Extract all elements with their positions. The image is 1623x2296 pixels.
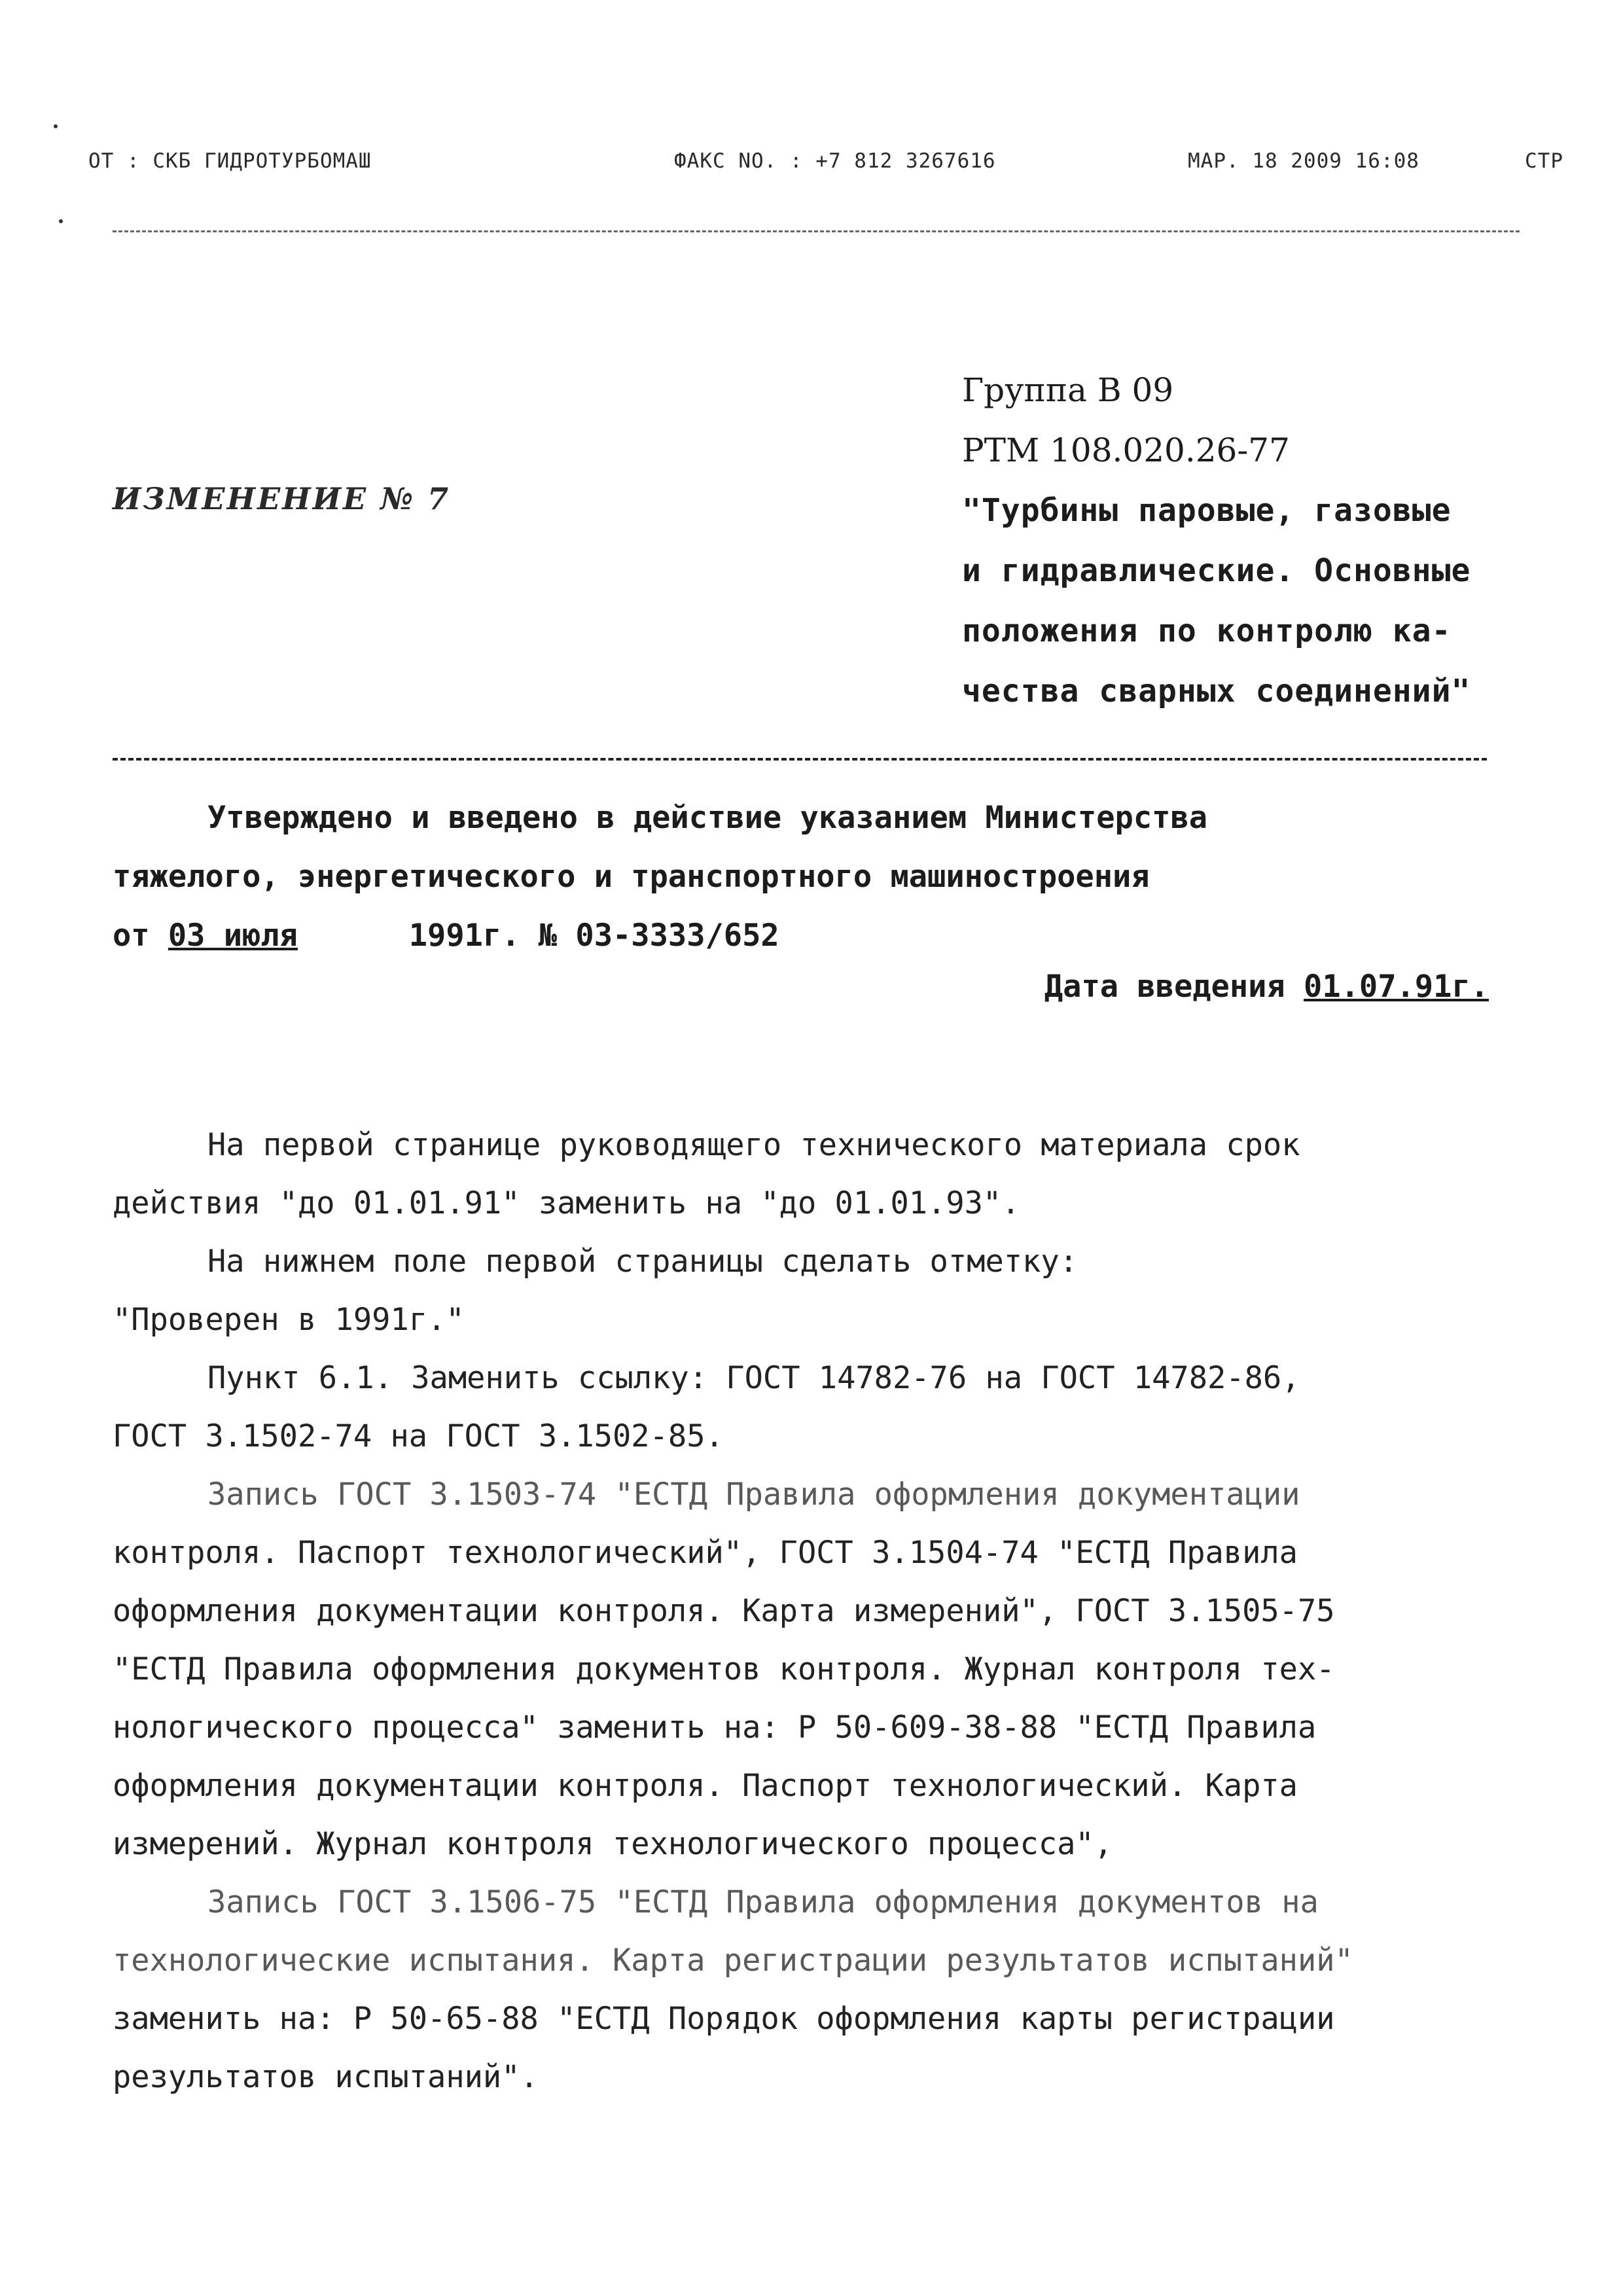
body-line: Запись ГОСТ 3.1506-75 "ЕСТД Правила оформления документов на — [207, 1884, 1319, 1920]
approval-line: тяжелого, энергетического и транспортного машиностроения — [113, 859, 1150, 895]
fax-from: ОТ : СКБ ГИДРОТУРБОМАШ — [88, 149, 372, 173]
body-line: нологического процесса" заменить на: Р 50-609-38-88 "ЕСТД Правила — [113, 1710, 1317, 1746]
body-line: результатов испытаний". — [113, 2059, 539, 2095]
document-title-line: положения по контролю ка- — [962, 613, 1452, 649]
rtm-number: РТМ 108.020.26-77 — [962, 431, 1290, 469]
body-line: заменить на: Р 50-65-88 "ЕСТД Порядок оформления карты регистрации — [113, 2001, 1335, 2037]
body-line: измерений. Журнал контроля технологического процесса", — [113, 1826, 1113, 1862]
approval-line: Утверждено и введено в действие указанием Министерства — [207, 800, 1208, 836]
body-line: "Проверен в 1991г." — [113, 1302, 465, 1338]
document-title-line: чества сварных соединений" — [962, 673, 1471, 709]
body-line: технологические испытания. Карта регистрации результатов испытаний" — [113, 1943, 1353, 1979]
scan-speck — [59, 219, 63, 223]
change-number: ИЗМЕНЕНИЕ № 7 — [113, 481, 451, 516]
document-id-block — [962, 360, 1538, 721]
fax-divider — [113, 230, 1520, 232]
fax-datetime: МАР. 18 2009 16:08 — [1188, 149, 1419, 173]
approval-block — [113, 789, 1520, 965]
scan-speck — [54, 124, 58, 128]
body-line: На нижнем поле первой страницы сделать отметку: — [207, 1244, 1078, 1280]
body-line: Запись ГОСТ 3.1503-74 "ЕСТД Правила оформления документации — [207, 1477, 1300, 1513]
document-body — [113, 1116, 1520, 2106]
approval-date-line: от 03 июля 1991г. № 03-3333/652 — [113, 918, 779, 954]
document-title-line: и гидравлические. Основные — [962, 552, 1471, 589]
body-line: Пункт 6.1. Заменить ссылку: ГОСТ 14782-76 на ГОСТ 14782-86, — [207, 1360, 1300, 1396]
body-line: оформления документации контроля. Карта измерений", ГОСТ 3.1505-75 — [113, 1593, 1335, 1629]
body-line: На первой странице руководящего технического материала срок — [207, 1127, 1300, 1163]
fax-header — [0, 149, 1623, 182]
body-line: контроля. Паспорт технологический", ГОСТ 3.1504-74 "ЕСТД Правила — [113, 1535, 1298, 1571]
introduction-date-value: 01.07.91г. — [1304, 969, 1489, 1005]
body-line: действия "до 01.01.91" заменить на "до 01.01.93". — [113, 1185, 1020, 1221]
fax-page: СТР — [1525, 149, 1563, 173]
approval-number: № 03-3333/652 — [538, 918, 779, 954]
section-divider — [113, 758, 1487, 761]
body-line: оформления документации контроля. Паспорт технологический. Карта — [113, 1768, 1298, 1804]
introduction-date — [1044, 969, 1489, 1005]
body-line: ГОСТ 3.1502-74 на ГОСТ 3.1502-85. — [113, 1418, 724, 1454]
introduction-date-label: Дата введения — [1044, 969, 1304, 1005]
group-code: Группа В 09 — [962, 371, 1174, 409]
body-line: "ЕСТД Правила оформления документов контроля. Журнал контроля тех- — [113, 1651, 1335, 1687]
document-title-line: "Турбины паровые, газовые — [962, 492, 1452, 529]
approval-date: 03 июля — [168, 918, 298, 954]
approval-year: 1991г. — [408, 918, 520, 954]
fax-number: ФАКС NO. : +7 812 3267616 — [674, 149, 996, 173]
